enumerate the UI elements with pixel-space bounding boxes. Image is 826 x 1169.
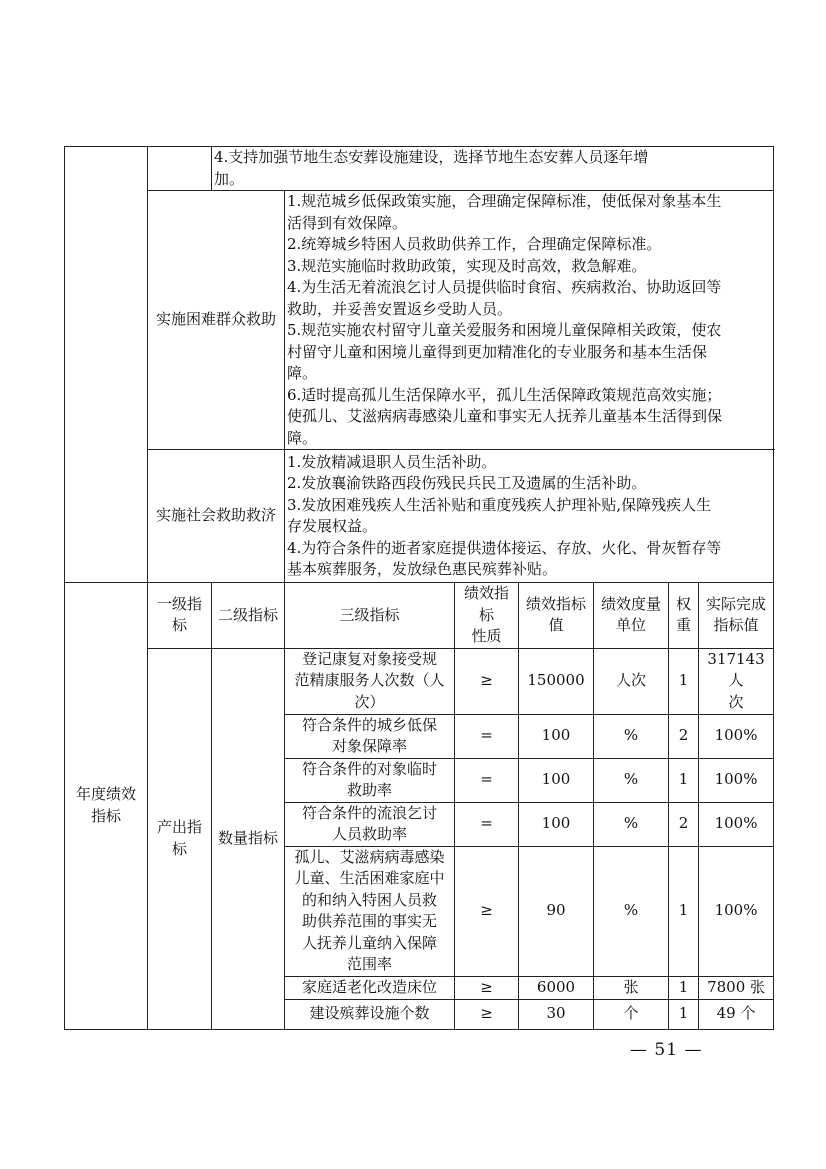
indicator-name: 孤儿、艾滋病病毒感染 儿童、生活困难家庭中 的和纳入特困人员救 助供养范围的事实无 人抚养儿童纳入保障 范围率 bbox=[285, 846, 455, 976]
header-level1: 一级指 标 bbox=[148, 583, 212, 649]
indicator-op: ≥ bbox=[455, 999, 519, 1029]
level2-label: 数量指标 bbox=[212, 648, 285, 1029]
indicator-value: 150000 bbox=[519, 648, 594, 714]
indicator-name: 家庭适老化改造床位 bbox=[285, 976, 455, 999]
header-level3: 三级指标 bbox=[285, 583, 455, 649]
indicator-weight: 2 bbox=[669, 714, 699, 758]
indicator-value: 6000 bbox=[519, 976, 594, 999]
empty-section-cell bbox=[65, 147, 148, 583]
indicator-name: 符合条件的流浪乞讨 人员救助率 bbox=[285, 802, 455, 846]
indicator-op: = bbox=[455, 714, 519, 758]
indicator-op: ≥ bbox=[455, 976, 519, 999]
indicator-actual: 100% bbox=[699, 846, 774, 976]
group-label-social: 实施社会救助救济 bbox=[148, 450, 285, 583]
indicator-unit: 张 bbox=[594, 976, 669, 999]
table-row bbox=[65, 648, 774, 714]
indicator-name: 登记康复对象接受规 范精康服务人次数（人 次） bbox=[285, 648, 455, 714]
indicator-weight: 2 bbox=[669, 802, 699, 846]
indicator-name: 符合条件的对象临时 救助率 bbox=[285, 758, 455, 802]
indicator-unit: 个 bbox=[594, 999, 669, 1029]
indicator-op: ≥ bbox=[455, 846, 519, 976]
group-text-relief: 1.规范城乡低保政策实施，合理确定保障标准，使低保对象基本生 活得到有效保障。 2.统筹城乡特困人员救助供养工作，合理确定保障标准。 3.规范实施临时救助政策，实现及时高效，救急解难。 4.为生活无着流浪乞讨人员提供临时食宿、疾病救治、协助返回等 救助，并妥善安置返乡受助人员。 5.规范实施农村留守儿童关爱服务和困境儿童保障相关政策，使农 村留守儿童和困境儿童得到更加精准化的专业服务和基本生活保 障。 6.适时提高孤儿生活保障水平，孤儿生活保障政策规范高效实施； 使孤儿、艾滋病病毒感染儿童和事实无人抚养儿童基本生活得到保 障。 bbox=[285, 191, 774, 450]
indicator-actual: 317143 人 次 bbox=[699, 648, 774, 714]
indicator-value: 100 bbox=[519, 802, 594, 846]
indicator-actual: 49 个 bbox=[699, 999, 774, 1029]
header-actual: 实际完成 指标值 bbox=[699, 583, 774, 649]
indicator-weight: 1 bbox=[669, 976, 699, 999]
indicator-unit: % bbox=[594, 758, 669, 802]
indicator-value: 30 bbox=[519, 999, 594, 1029]
header-level2: 二级指标 bbox=[212, 583, 285, 649]
indicator-actual: 100% bbox=[699, 802, 774, 846]
indicator-op: = bbox=[455, 802, 519, 846]
indicator-value: 100 bbox=[519, 758, 594, 802]
indicator-weight: 1 bbox=[669, 999, 699, 1029]
indicator-value: 90 bbox=[519, 846, 594, 976]
indicator-actual: 100% bbox=[699, 758, 774, 802]
empty-label-cell bbox=[148, 147, 212, 191]
indicator-weight: 1 bbox=[669, 758, 699, 802]
level1-label: 产出指 标 bbox=[148, 648, 212, 1029]
header-unit: 绩效度量 单位 bbox=[594, 583, 669, 649]
indicator-name: 建设殡葬设施个数 bbox=[285, 999, 455, 1029]
header-row bbox=[65, 583, 774, 649]
table-row bbox=[65, 450, 774, 583]
goal-text-cell: 4.支持加强节地生态安葬设施建设，选择节地生态安葬人员逐年增 加。 bbox=[212, 147, 774, 191]
indicator-actual: 100% bbox=[699, 714, 774, 758]
indicator-unit: % bbox=[594, 802, 669, 846]
indicator-op: ≥ bbox=[455, 648, 519, 714]
header-weight: 权 重 bbox=[669, 583, 699, 649]
header-nature: 绩效指 标 性质 bbox=[455, 583, 519, 649]
table-row bbox=[65, 147, 774, 191]
indicator-unit: % bbox=[594, 846, 669, 976]
group-label-relief: 实施困难群众救助 bbox=[148, 191, 285, 450]
header-value: 绩效指标 值 bbox=[519, 583, 594, 649]
indicator-unit: 人次 bbox=[594, 648, 669, 714]
indicator-value: 100 bbox=[519, 714, 594, 758]
indicator-weight: 1 bbox=[669, 648, 699, 714]
indicator-weight: 1 bbox=[669, 846, 699, 976]
indicator-op: = bbox=[455, 758, 519, 802]
indicator-name: 符合条件的城乡低保 对象保障率 bbox=[285, 714, 455, 758]
performance-table bbox=[64, 146, 774, 1030]
table-row bbox=[65, 191, 774, 450]
page-number: — 51 — bbox=[630, 1040, 703, 1060]
indicator-actual: 7800 张 bbox=[699, 976, 774, 999]
section-label: 年度绩效 指标 bbox=[65, 583, 148, 1030]
indicator-unit: % bbox=[594, 714, 669, 758]
group-text-social: 1.发放精减退职人员生活补助。 2.发放襄渝铁路西段伤残民兵民工及遗属的生活补助。 3.发放困难残疾人生活补贴和重度残疾人护理补贴,保障残疾人生 存发展权益。 4.为符合条件的逝者家庭提供遗体接运、存放、火化、骨灰暂存等 基本殡葬服务，发放绿色惠民殡葬补贴。 bbox=[285, 450, 774, 583]
